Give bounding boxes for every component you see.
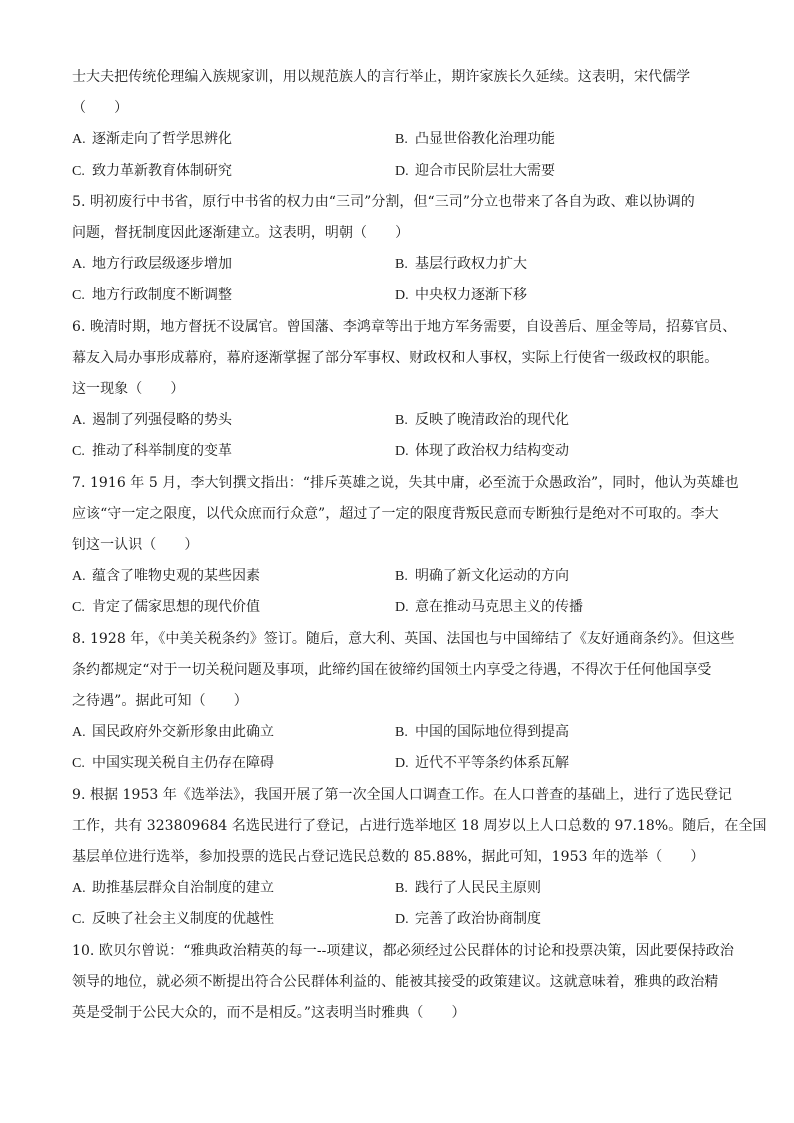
question-9 bbox=[72, 780, 767, 936]
question-text-line: 士大夫把传统伦理编入族规家训，用以规范族人的言行举止，期许家族长久延续。这表明，宋代儒学 bbox=[72, 69, 691, 85]
option-d: D. 中央权力逐渐下移 bbox=[395, 287, 527, 304]
question-text-line: 10. 欧贝尔曾说：“雅典政治精英的每一--项建议，都必须经过公民群体的讨论和投票决策，因此要保持政治 bbox=[72, 942, 734, 959]
option-d: D. 迎合市民阶层壮大需要 bbox=[395, 162, 555, 179]
option-c: C. 肯定了儒家思想的现代价值 bbox=[72, 599, 260, 616]
option-d: D. 意在推动马克思主义的传播 bbox=[395, 599, 583, 616]
options-grid bbox=[72, 873, 732, 935]
options-grid bbox=[72, 561, 732, 623]
option-a: A. 蕴含了唯物史观的某些因素 bbox=[72, 568, 260, 585]
question-text-line: 幕友入局办事形成幕府，幕府逐渐掌握了部分军事权、财政权和人事权，实际上行使省一级政权的职能。 bbox=[72, 349, 719, 366]
exam-page bbox=[72, 62, 767, 1029]
option-c: C. 反映了社会主义制度的优越性 bbox=[72, 911, 274, 928]
question-8 bbox=[72, 624, 735, 780]
option-c: C. 中国实现关税自主仍存在障碍 bbox=[72, 755, 274, 772]
options-grid bbox=[72, 124, 732, 186]
answer-blank: （ ） bbox=[72, 100, 129, 117]
question-text-line: 问题，督抚制度因此逐渐建立。这表明，明朝（ ） bbox=[72, 225, 410, 242]
option-d: D. 完善了政治协商制度 bbox=[395, 911, 541, 928]
question-text-line: 基层单位进行选举，参加投票的选民占登记选民总数的 85.88%，据此可知，1953 年的选举（ ） bbox=[72, 849, 705, 866]
question-text-line: 条约都规定“对于一切关税问题及事项，此缔约国在彼缔约国领土内享受之待遇，不得次于任何他国享受 bbox=[72, 661, 712, 678]
question-text-line: 这一现象（ ） bbox=[72, 381, 185, 398]
question-text-line: 7. 1916 年 5 月，李大钊撰文指出：“排斥英雄之说，失其中庸，必至流于众愚政治”，同时，他认为英雄也 bbox=[72, 474, 739, 491]
question-text-line: 钊这一认识（ ） bbox=[72, 537, 199, 554]
question-5 bbox=[72, 187, 732, 312]
question-text-line: 6. 晚清时期，地方督抚不设属官。曾国藩、李鸿章等出于地方军务需要，自设善后、厘金等局，招募官员、 bbox=[72, 318, 737, 335]
option-b: B. 基层行政权力扩大 bbox=[395, 256, 527, 273]
option-b: B. 践行了人民民主原则 bbox=[395, 880, 541, 897]
option-a: A. 遏制了列强侵略的势头 bbox=[72, 412, 232, 429]
options-grid bbox=[72, 405, 732, 467]
option-a: A. 逐渐走向了哲学思辨化 bbox=[72, 131, 232, 148]
options-grid bbox=[72, 717, 732, 779]
option-b: B. 反映了晚清政治的现代化 bbox=[395, 412, 569, 429]
question-text-line: 英是受制于公民大众的，而不是相反。”这表明当时雅典（ ） bbox=[72, 1005, 466, 1022]
options-grid bbox=[72, 249, 732, 311]
option-a: A. 助推基层群众自治制度的建立 bbox=[72, 880, 274, 897]
option-c: C. 推动了科举制度的变革 bbox=[72, 443, 232, 460]
question-text-line: 8. 1928 年，《中美关税条约》签订。随后，意大利、英国、法国也与中国缔结了《友好通商条约》。但这些 bbox=[72, 630, 735, 647]
question-text-line: 之待遇”。据此可知（ ） bbox=[72, 693, 248, 710]
option-a: A. 地方行政层级逐步增加 bbox=[72, 256, 232, 273]
question-10 bbox=[72, 936, 732, 1030]
question-text-line: 领导的地位，就必须不断提出符合公民群体利益的、能被其接受的政策建议。这就意味着，雅典的政治精 bbox=[72, 973, 719, 990]
question-6 bbox=[72, 312, 737, 468]
option-c: C. 地方行政制度不断调整 bbox=[72, 287, 232, 304]
question-text-line: 9. 根据 1953 年《选举法》，我国开展了第一次全国人口调查工作。在人口普查的基础上，进行了选民登记 bbox=[72, 786, 732, 803]
option-b: B. 明确了新文化运动的方向 bbox=[395, 568, 569, 585]
option-a: A. 国民政府外交新形象由此确立 bbox=[72, 724, 274, 741]
question-text-line: 5. 明初废行中书省，原行中书省的权力由“三司”分割，但“三司”分立也带来了各自为政、难以协调的 bbox=[72, 193, 695, 210]
question-text-line: 工作，共有 323809684 名选民进行了登记，占进行选举地区 18 周岁以上人口总数的 97.18%。随后，在全国 bbox=[72, 817, 767, 834]
option-d: D. 体现了政治权力结构变动 bbox=[395, 443, 569, 460]
option-c: C. 致力革新教育体制研究 bbox=[72, 162, 232, 179]
option-b: B. 凸显世俗教化治理功能 bbox=[395, 131, 555, 148]
option-d: D. 近代不平等条约体系瓦解 bbox=[395, 755, 569, 772]
question-text-line: 应该“守一定之限度，以代众庶而行众意”，超过了一定的限度背叛民意而专断独行是绝对不可取的。李大 bbox=[72, 505, 719, 522]
question-7 bbox=[72, 468, 739, 624]
option-b: B. 中国的国际地位得到提高 bbox=[395, 724, 569, 741]
question-4 bbox=[72, 62, 732, 187]
